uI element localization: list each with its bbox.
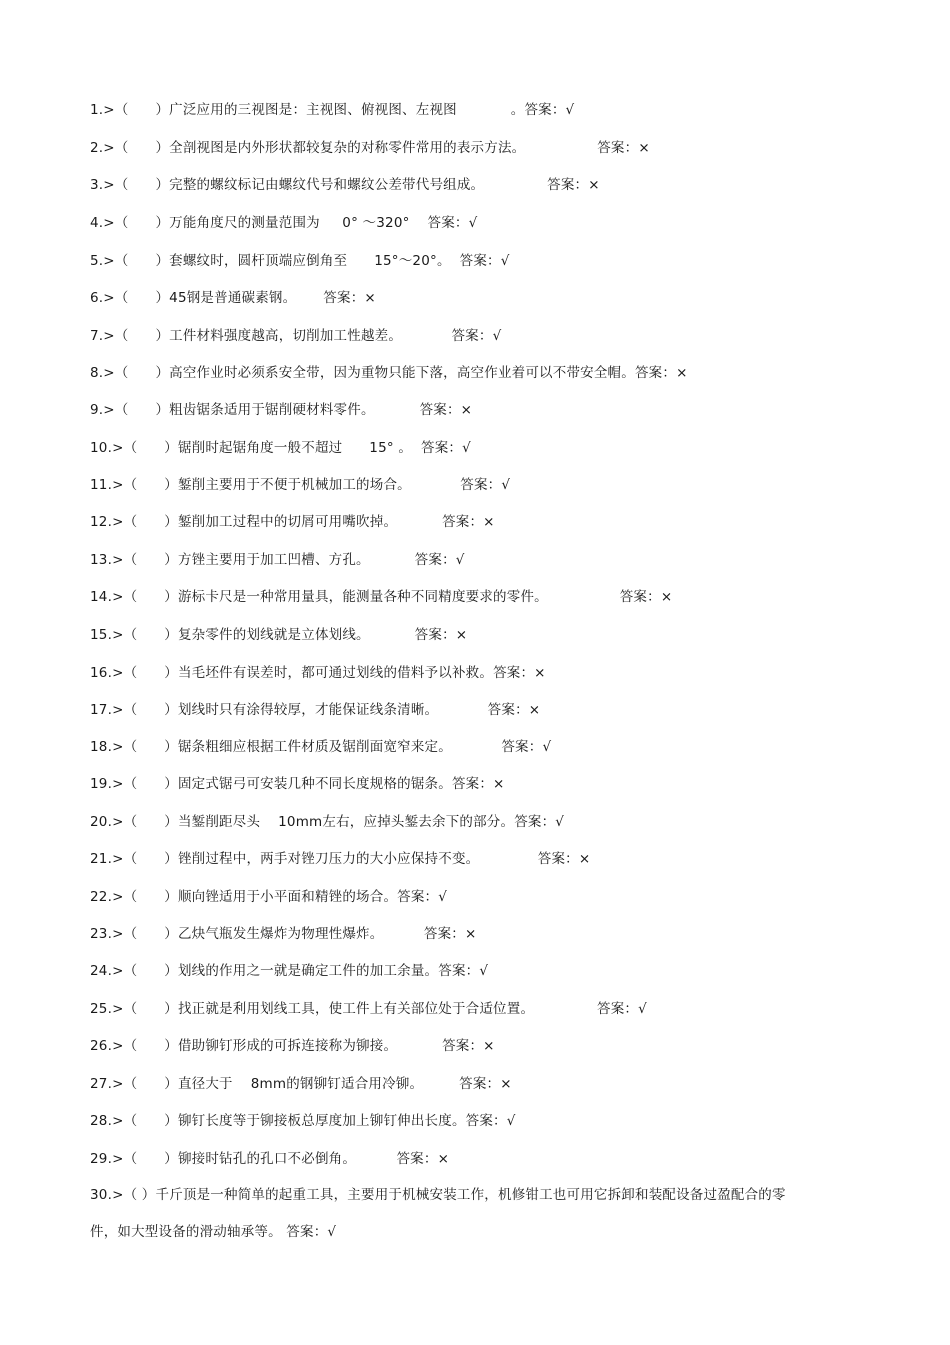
- question-text: 锯条粗细应根据工件材质及锯削面宽窄来定。: [177, 739, 502, 755]
- answer-mark: 答案：×: [442, 514, 495, 530]
- answer-mark: 答案：√: [438, 963, 489, 979]
- question-text: 45钢是普通碳素钢。: [169, 290, 324, 306]
- question-item: [90, 289, 870, 307]
- answer-bracket: （ ）: [123, 477, 178, 493]
- question-text: 铆钉长度等于铆接板总厚度加上铆钉伸出长度。: [177, 1113, 466, 1129]
- question-number: 17.>: [90, 702, 124, 718]
- answer-bracket: （ ）: [114, 102, 170, 118]
- answer-bracket: （ ）: [123, 1038, 178, 1054]
- question-number: 15.>: [90, 627, 124, 643]
- answer-mark: 答案：√: [421, 440, 471, 456]
- answer-bracket: （ ）: [114, 290, 170, 306]
- question-item: [90, 1112, 870, 1130]
- answer-bracket: （ ）: [123, 963, 178, 979]
- question-number: 16.>: [90, 665, 124, 681]
- question-number: 29.>: [90, 1151, 124, 1167]
- question-text: 工件材料强度越高，切削加工性越差。: [169, 328, 452, 344]
- question-text: 直径大于 8mm的钢铆钉适合用冷铆。: [177, 1076, 460, 1092]
- answer-mark: 答案：√: [460, 477, 511, 493]
- question-item: [90, 626, 870, 644]
- question-number: 14.>: [90, 589, 124, 605]
- question-text: 完整的螺纹标记由螺纹代号和螺纹公差带代号组成。: [169, 177, 548, 193]
- answer-mark: 答案：×: [451, 776, 505, 792]
- answer-mark: 答案：√: [524, 102, 575, 118]
- question-number: 18.>: [90, 739, 124, 755]
- question-number: 1.>: [90, 102, 115, 118]
- answer-bracket: （ ）: [123, 665, 178, 681]
- answer-mark: 答案：√: [286, 1224, 337, 1240]
- answer-mark: 答案：×: [597, 140, 650, 156]
- answer-mark: 答案：×: [619, 589, 673, 605]
- question-item: [90, 1037, 870, 1055]
- question-text: 复杂零件的划线就是立体划线。: [177, 627, 415, 643]
- question-item: [90, 364, 870, 382]
- answer-mark: 答案：×: [419, 402, 473, 418]
- answer-bracket: （ ）: [114, 140, 170, 156]
- question-item: [90, 925, 870, 943]
- question-number: 22.>: [90, 889, 124, 905]
- question-item: [90, 962, 870, 980]
- answer-mark: 答案：×: [414, 627, 468, 643]
- answer-bracket: （ ）: [123, 926, 178, 942]
- question-item: [90, 738, 870, 756]
- question-number: 21.>: [90, 851, 124, 867]
- question-number: 9.>: [90, 402, 115, 418]
- answer-bracket: （ ）: [123, 814, 178, 830]
- answer-bracket: （ ）: [123, 514, 178, 530]
- answer-mark: 答案：√: [397, 889, 448, 905]
- question-item: [90, 439, 870, 457]
- question-text: 固定式锯弓可安装几种不同长度规格的锯条。: [177, 776, 452, 792]
- question-item: [90, 327, 870, 345]
- answer-bracket: （ ）: [123, 1151, 178, 1167]
- answer-bracket: （ ）: [114, 215, 170, 231]
- answer-mark: 答案：×: [442, 1038, 495, 1054]
- answer-mark: 答案：×: [423, 926, 477, 942]
- answer-bracket: （ ）: [123, 589, 178, 605]
- question-number: 26.>: [90, 1038, 124, 1054]
- answer-bracket: （ ）: [123, 552, 178, 568]
- answer-mark: 答案：×: [323, 290, 376, 306]
- question-number: 12.>: [90, 514, 124, 530]
- question-text: 顺向锉适用于小平面和精锉的场合。: [177, 889, 398, 905]
- question-item: [90, 888, 870, 906]
- question-item: [90, 214, 870, 232]
- question-number: 20.>: [90, 814, 124, 830]
- question-text: 当錾削距尽头 10mm左右，应掉头錾去余下的部分。: [177, 814, 515, 830]
- answer-mark: 答案：√: [451, 328, 502, 344]
- answer-mark: 答案：×: [396, 1151, 450, 1167]
- question-text: 当毛坯件有误差时，都可通过划线的借料予以补救。: [177, 665, 494, 681]
- answer-mark: 答案：×: [634, 365, 688, 381]
- question-text: 万能角度尺的测量范围为 0° ～320°: [169, 215, 428, 231]
- answer-bracket: （ ）: [123, 627, 178, 643]
- answer-mark: 答案：×: [547, 177, 600, 193]
- answer-bracket: （ ）: [123, 739, 178, 755]
- question-text: 乙炔气瓶发生爆炸为物理性爆炸。: [177, 926, 424, 942]
- question-item: [90, 850, 870, 868]
- answer-bracket: （ ）: [114, 365, 170, 381]
- question-item: [90, 1000, 870, 1018]
- answer-bracket: （ ）: [123, 1076, 178, 1092]
- question-number: 4.>: [90, 215, 115, 231]
- question-number: 25.>: [90, 1001, 124, 1017]
- question-text: 借助铆钉形成的可拆连接称为铆接。: [177, 1038, 443, 1054]
- answer-bracket: （ ）: [123, 1113, 178, 1129]
- question-text: 广泛应用的三视图是：主视图、俯视图、左视图 。: [169, 102, 525, 118]
- answer-bracket: （ ）: [123, 889, 178, 905]
- answer-mark: 答案：√: [414, 552, 465, 568]
- answer-mark: 答案：×: [487, 702, 541, 718]
- question-number: 27.>: [90, 1076, 124, 1092]
- answer-bracket: （ ）: [123, 702, 178, 718]
- answer-mark: 答案：√: [597, 1001, 647, 1017]
- answer-bracket: （ ）: [114, 253, 170, 269]
- question-item: [90, 1075, 870, 1093]
- answer-mark: 答案：×: [537, 851, 591, 867]
- question-text: 套螺纹时，圆杆顶端应倒角至 15°～20°。: [169, 253, 460, 269]
- question-item: [90, 813, 870, 831]
- question-item: [90, 513, 870, 531]
- question-number: 6.>: [90, 290, 115, 306]
- answer-bracket: （ ）: [123, 1187, 156, 1203]
- answer-mark: 答案：×: [459, 1076, 512, 1092]
- question-text: 锉削过程中，两手对锉刀压力的大小应保持不变。: [177, 851, 538, 867]
- question-number: 7.>: [90, 328, 115, 344]
- answer-mark: 答案：√: [459, 253, 510, 269]
- answer-mark: 答案：√: [501, 739, 552, 755]
- question-item: [90, 664, 870, 682]
- question-text: 划线时只有涂得较厚，才能保证线条清晰。: [177, 702, 488, 718]
- answer-mark: 答案：√: [427, 215, 478, 231]
- question-text: 游标卡尺是一种常用量具，能测量各种不同精度要求的零件。: [177, 589, 620, 605]
- answer-bracket: （ ）: [114, 402, 170, 418]
- question-item: [90, 588, 870, 606]
- question-number: 23.>: [90, 926, 124, 942]
- question-item: [90, 101, 870, 119]
- answer-bracket: （ ）: [123, 851, 178, 867]
- question-text: 粗齿锯条适用于锯削硬材料零件。: [169, 402, 420, 418]
- question-item: [90, 1150, 870, 1168]
- answer-bracket: （ ）: [123, 440, 178, 456]
- question-item: [90, 775, 870, 793]
- question-item: [90, 551, 870, 569]
- question-text: 錾削加工过程中的切屑可用嘴吹掉。: [177, 514, 443, 530]
- question-number: 30.>: [90, 1187, 124, 1203]
- question-number: 2.>: [90, 140, 115, 156]
- question-number: 8.>: [90, 365, 115, 381]
- question-number: 11.>: [90, 477, 124, 493]
- question-item: [90, 139, 870, 157]
- question-number: 28.>: [90, 1113, 124, 1129]
- question-text: 全剖视图是内外形状都较复杂的对称零件常用的表示方法。: [169, 140, 598, 156]
- answer-mark: 答案：×: [493, 665, 546, 681]
- answer-mark: 答案：√: [465, 1113, 516, 1129]
- question-text: 千斤顶是一种简单的起重工具，主要用于机械安装工作，机修钳工也可用它拆卸和装配设备过盈配合的零件，如大型设备的滑动轴承等。: [90, 1187, 786, 1240]
- answer-bracket: （ ）: [123, 1001, 178, 1017]
- question-number: 5.>: [90, 253, 115, 269]
- question-item: [90, 476, 870, 494]
- answer-mark: 答案：√: [514, 814, 565, 830]
- question-item: [90, 401, 870, 419]
- question-item: [90, 176, 870, 194]
- question-item: [90, 252, 870, 270]
- question-item: [90, 701, 870, 719]
- answer-bracket: （ ）: [114, 328, 170, 344]
- question-number: 19.>: [90, 776, 124, 792]
- question-text: 铆接时钻孔的孔口不必倒角。: [177, 1151, 397, 1167]
- question-text: 划线的作用之一就是确定工件的加工余量。: [177, 963, 439, 979]
- question-text: 方锉主要用于加工凹槽、方孔。: [177, 552, 415, 568]
- question-number: 24.>: [90, 963, 124, 979]
- question-number: 3.>: [90, 177, 115, 193]
- question-text: 锯削时起锯角度一般不超过 15° 。: [177, 440, 422, 456]
- question-text: 錾削主要用于不便于机械加工的场合。: [177, 477, 461, 493]
- answer-bracket: （ ）: [123, 776, 178, 792]
- question-number: 10.>: [90, 440, 124, 456]
- question-text: 找正就是利用划线工具，使工件上有关部位处于合适位置。: [177, 1001, 598, 1017]
- question-text: 高空作业时必须系安全带，因为重物只能下落，高空作业着可以不带安全帽。: [169, 365, 635, 381]
- answer-bracket: （ ）: [114, 177, 170, 193]
- question-item: [90, 1177, 790, 1251]
- question-number: 13.>: [90, 552, 124, 568]
